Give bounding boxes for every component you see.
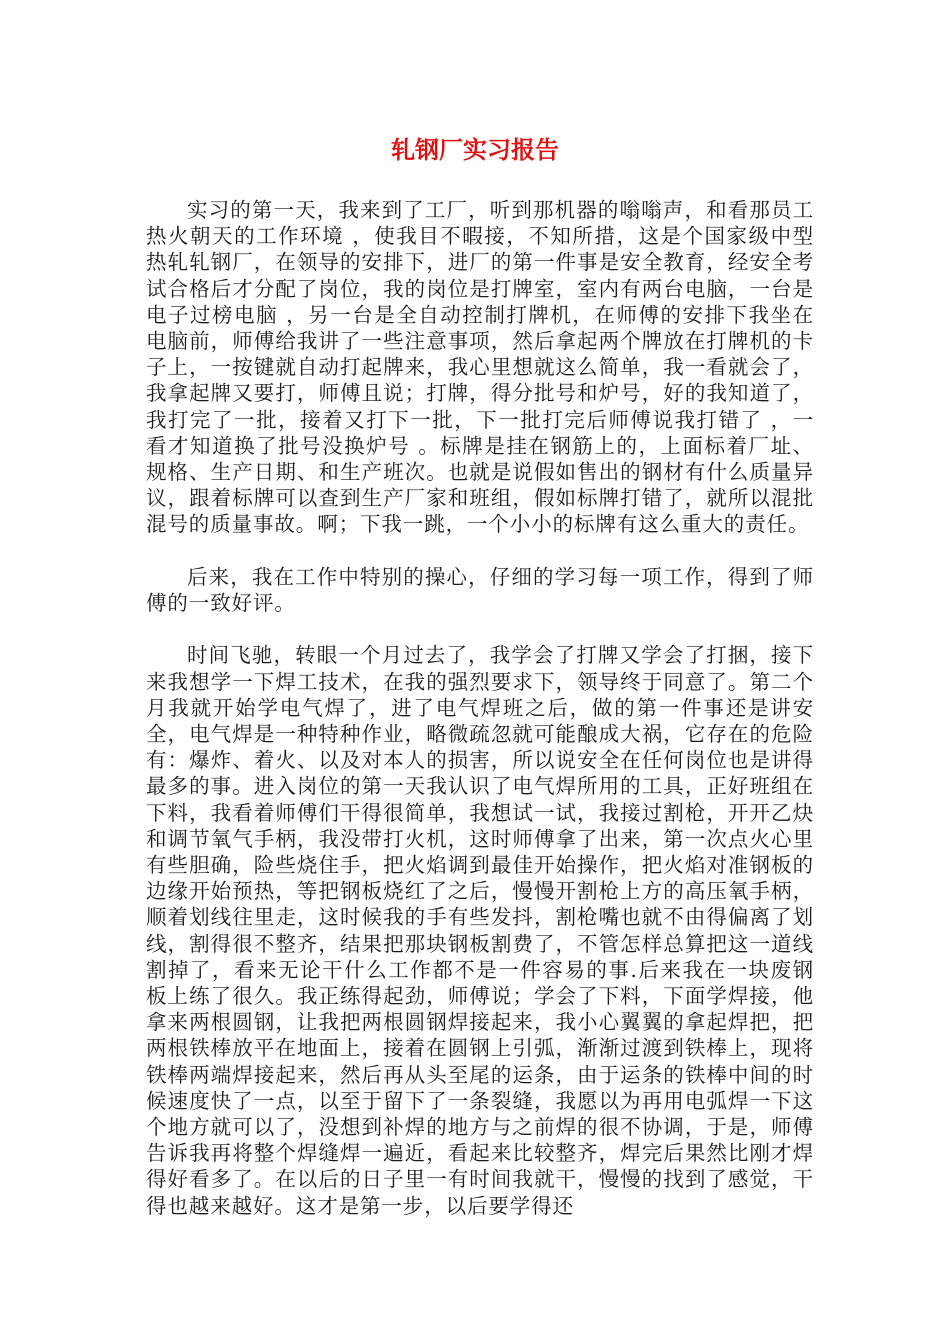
paragraph-later: 后来，我在工作中特别的操心，仔细的学习每一项工作，得到了师傅的一致好评。 xyxy=(146,564,814,616)
paragraph-welding: 时间飞驰，转眼一个月过去了，我学会了打牌又学会了打捆，接下来我想学一下焊工技术，在我的强烈要求下，领导终于同意了。第二个月我就开始学电气焊了，进了电气焊班之后，做的第一件事还是讲安全，电气焊是一种特种作业，略微疏忽就可能酿成大祸，它存在的危险有：爆炸、着火、以及对本人的损害，所以说安全在任何岗位也是讲得最多的事。进入岗位的第一天我认识了电气焊所用的工具，正好班组在下料，我看着师傅们干得很简单，我想试一试，我接过割枪，开开乙炔和调节氧气手柄，我没带打火机，这时师傅拿了出来，第一次点火心里有些胆确，险些烧住手，把火焰调到最佳开始操作，把火焰对准钢板的边缘开始预热，等把钢板烧红了之后，慢慢开割枪上方的高压氧手柄，顺着划线往里走，这时候我的手有些发抖，割枪嘴也就不由得偏离了划线，割得很不整齐，结果把那块钢板割费了，不管怎样总算把这一道线割掉了，看来无论干什么工作都不是一件容易的事.后来我在一块废钢板上练了很久。我正练得起劲，师傅说；学会了下料，下面学焊接，他拿来两根圆钢，让我把两根圆钢焊接起来，我小心翼翼的拿起焊把，把两根铁棒放平在地面上，接着在圆钢上引弧，渐渐过渡到铁棒上，现将铁棒两端焊接起来，然后再从头至尾的运条，由于运条的铁棒中间的时候速度快了一点，以至于留下了一条裂缝，我愿以为再用电弧焊一下这个地方就可以了，没想到补焊的地方与之前焊的很不协调，于是，师傅告诉我再将整个焊缝焊一遍近，看起来比较整齐，焊完后果然比刚才焊得好看多了。在以后的日子里一有时间我就干，慢慢的找到了感觉，干得也越来越好。这才是第一步，以后要学得还 xyxy=(146,643,814,1218)
paragraph-first-day: 实习的第一天，我来到了工厂，听到那机器的嗡嗡声，和看那员工热火朝天的工作环境 ，使我目不暇接，不知所措，这是个国家级中型热轧轧钢厂，在领导的安排下，进厂的第一件事是安全教育，经安全考试合格后才分配了岗位，我的岗位是打牌室，室内有两台电脑，一台是电子过榜电脑 ，另一台是全自动控制打牌机，在师傅的安排下我坐在电脑前，师傅给我讲了一些注意事项，然后拿起两个牌放在打牌机的卡子上，一按键就自动打起牌来，我心里想就这么简单，我一看就会了，我拿起牌又要打，师傅且说；打牌，得分批号和炉号，好的我知道了，我打完了一批，接着又打下一批，下一批打完后师傅说我打错了 ，一看才知道换了批号没换炉号 。标牌是挂在钢筋上的，上面标着厂址、规格、生产日期、和生产班次。也就是说假如售出的钢材有什么质量异议，跟着标牌可以查到生产厂家和班组，假如标牌打错了，就所以混批混号的质量事故。啊；下我一跳，一个小小的标牌有这么重大的责任。 xyxy=(146,198,814,537)
document-body xyxy=(146,197,814,1219)
document-title: 轧钢厂实习报告 xyxy=(391,136,559,164)
